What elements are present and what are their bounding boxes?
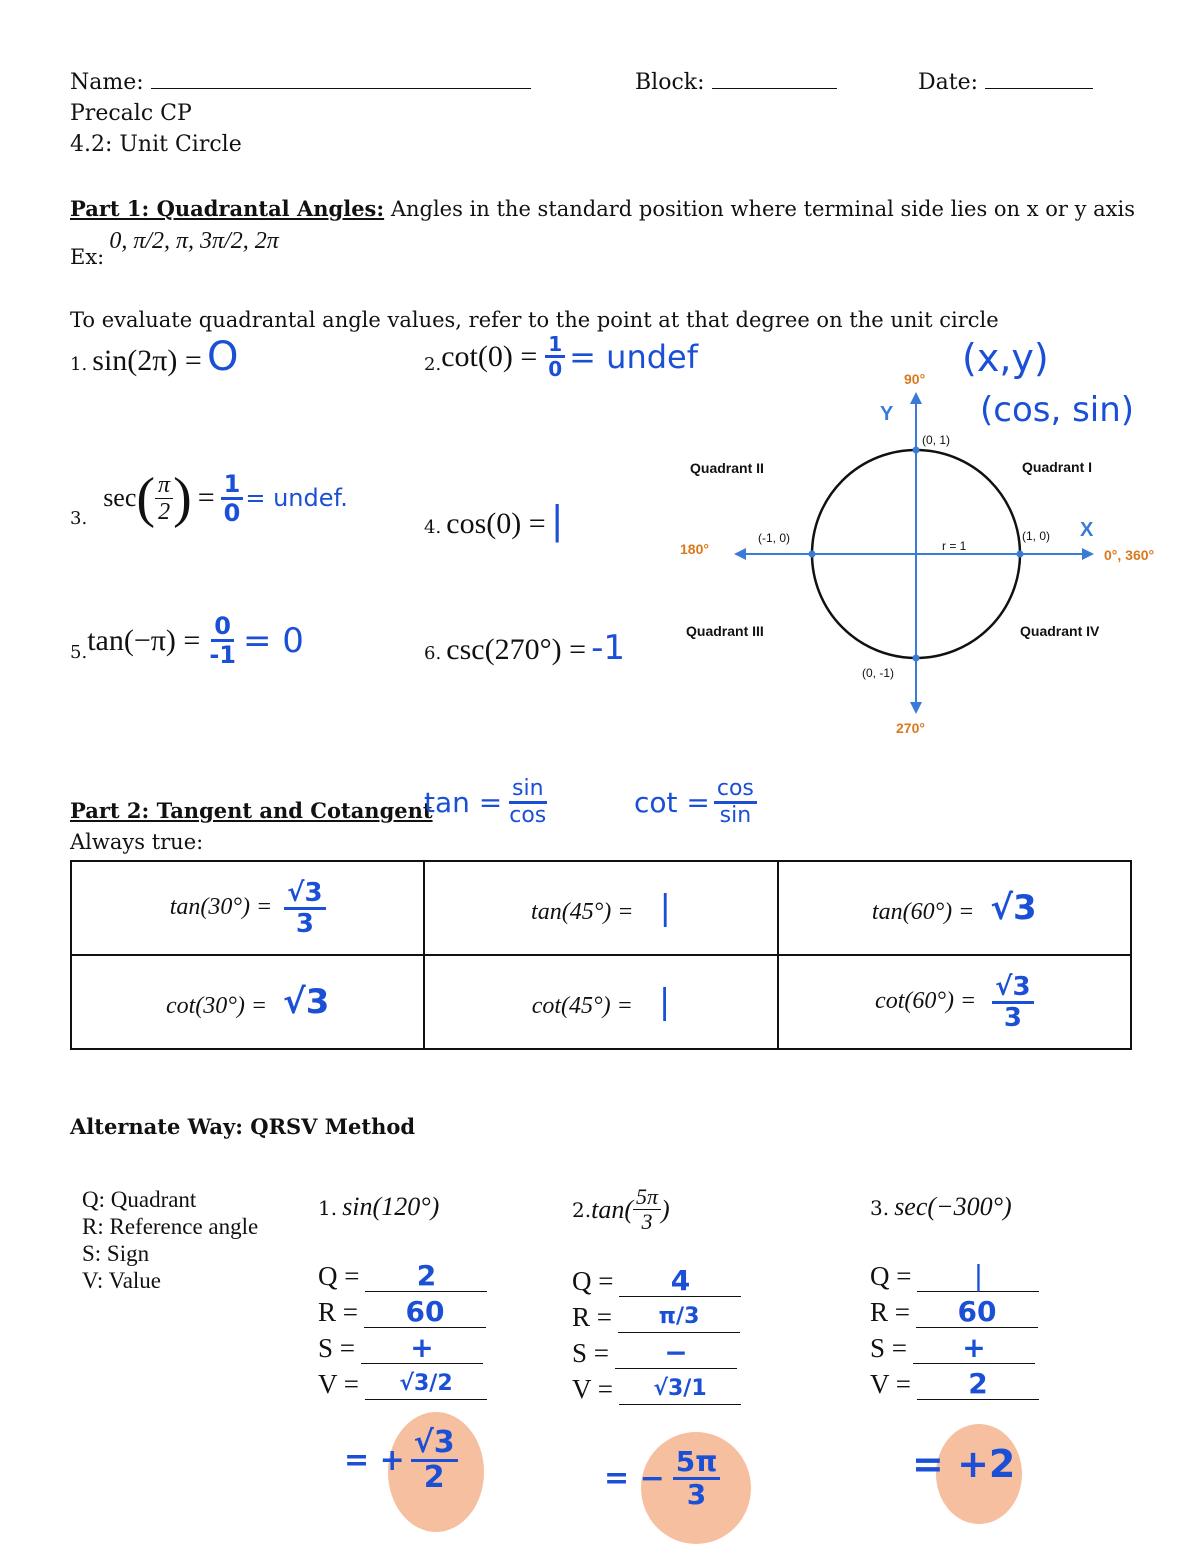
alternate-title: Alternate Way: QRSV Method [70, 1114, 416, 1139]
point-right [1017, 551, 1024, 558]
qrsv-problem-2 [572, 1186, 741, 1405]
r-answer: π/3 [618, 1302, 740, 1333]
s-answer: + [361, 1333, 483, 1364]
answer-fraction [545, 334, 565, 379]
problem-expr: cos(0) = [446, 507, 546, 540]
s-line [572, 1333, 741, 1369]
s-answer: + [913, 1333, 1035, 1364]
cell-answer: | [659, 888, 671, 928]
answer-den: 0 [223, 498, 241, 527]
answer-tail: = undef [569, 337, 698, 376]
label-180: 180° [680, 541, 709, 557]
v-label: V = [572, 1374, 613, 1404]
s-line [318, 1328, 487, 1364]
date-label: Date: [918, 70, 979, 95]
cell-answer-den: 3 [295, 908, 314, 939]
r-label: R = [318, 1297, 358, 1327]
q-label: Q = [572, 1266, 614, 1296]
annotation-cossin: (cos, sin) [980, 390, 1135, 430]
part1-title: Part 1: Quadrantal Angles: [70, 196, 385, 221]
legend-item: V: Value [82, 1268, 161, 1293]
cell-answer: | [658, 982, 671, 1022]
problem-expr-func: tan( [591, 1194, 633, 1224]
name-row [70, 70, 531, 95]
problem-number: 4. [424, 517, 442, 538]
part1-instruction: To evaluate quadrantal angle values, refer to the point at that degree on the unit circle [70, 308, 999, 332]
problem-number: 2. [424, 354, 442, 375]
lesson-title: 4.2: Unit Circle [70, 132, 242, 157]
cell-expr: cot(45°) = [531, 993, 633, 1019]
point-bottom [913, 655, 920, 662]
s-line [870, 1328, 1039, 1364]
r-label: R = [572, 1302, 612, 1332]
answer-tail: = 0 [242, 620, 304, 661]
cot-identity-den: sin [719, 803, 752, 828]
r-answer: 60 [364, 1297, 486, 1328]
cell-answer: √3 [990, 888, 1037, 928]
s-label: S = [870, 1333, 907, 1363]
cot-identity-lhs: cot = [634, 786, 710, 819]
q-answer: | [917, 1261, 1039, 1292]
tan-cot-table [70, 860, 1132, 1050]
cell-answer-num: √3 [284, 880, 325, 910]
qrsv-problem-1 [318, 1192, 487, 1400]
unit-circle-diagram [670, 360, 1190, 750]
answer-tail: = undef. [245, 484, 348, 512]
q-line [870, 1256, 1039, 1292]
cot-identity-num: cos [714, 778, 757, 804]
legend-item: R: Reference angle [82, 1214, 259, 1239]
cell-answer: √3 [283, 982, 330, 1022]
table-cell [424, 955, 777, 1049]
v-answer: 2 [917, 1369, 1039, 1400]
problem-number: 3. [870, 1196, 890, 1220]
expr-den: 2 [158, 498, 171, 525]
label-axis-y: Y [880, 403, 894, 425]
v-line [572, 1369, 741, 1405]
problem-expr: sin(120°) [342, 1192, 440, 1221]
answer-num: 0 [211, 614, 234, 642]
problem-expr: cot(0) = [441, 339, 538, 373]
point-left [809, 551, 816, 558]
cell-answer-num: √3 [992, 974, 1033, 1004]
result-num: 5π [673, 1448, 721, 1480]
problem-expr: tan(−π) = [87, 623, 201, 657]
date-field[interactable] [985, 70, 1093, 89]
expr-fraction [155, 473, 173, 524]
result-num: √3 [411, 1428, 458, 1462]
cot-identity-fraction [714, 778, 757, 827]
problem-4 [424, 498, 564, 542]
equals-sign: = [197, 481, 215, 514]
part1-heading [70, 196, 1135, 221]
tan-identity-fraction [506, 778, 549, 827]
block-row [635, 70, 837, 95]
name-field[interactable] [151, 70, 531, 89]
part2-title: Part 2: Tangent and Cotangent [70, 798, 433, 823]
qrsv-problem-3 [870, 1192, 1039, 1400]
answer-handwritten: -1 [591, 628, 625, 668]
q-line [572, 1261, 741, 1297]
problem-number: 5. [70, 642, 88, 663]
problem-1 [70, 334, 238, 380]
result-den: 2 [423, 1460, 445, 1495]
cell-answer-den: 3 [1003, 1002, 1022, 1033]
annotation-xy: (x,y) [962, 336, 1049, 380]
problem-expr: sec(−300°) [894, 1192, 1012, 1221]
label-pt-top: (0, 1) [922, 433, 951, 447]
s-label: S = [572, 1338, 609, 1368]
result-den: 3 [686, 1478, 707, 1511]
s-label: S = [318, 1333, 355, 1363]
part1-desc: Angles in the standard position where terminal side lies on x or y axis [390, 197, 1136, 221]
result-fraction [673, 1445, 721, 1511]
qrsv-result-1 [344, 1425, 458, 1495]
q-answer: 4 [619, 1266, 741, 1297]
problem-expr: csc(270°) = [446, 633, 586, 666]
answer-fraction [221, 469, 244, 527]
label-pt-left: (-1, 0) [758, 531, 791, 545]
tan-identity-den: cos [509, 803, 547, 828]
label-q2: Quadrant II [690, 460, 764, 476]
name-label: Name: [70, 70, 144, 95]
problem-expr: sin(2π) = [92, 344, 202, 377]
problem-number: 1. [70, 354, 88, 375]
cell-expr: tan(60°) = [871, 899, 975, 925]
qrsv-legend [82, 1186, 258, 1294]
r-label: R = [870, 1297, 910, 1327]
problem-number: 6. [424, 643, 442, 664]
problem-3 [70, 466, 348, 530]
problem-number: 2. [572, 1197, 592, 1222]
answer-den: -1 [209, 641, 236, 669]
expr-fraction [633, 1186, 661, 1233]
table-cell [71, 955, 424, 1049]
tan-identity-note [424, 778, 549, 827]
label-axis-x: X [1080, 519, 1094, 541]
v-line [870, 1364, 1039, 1400]
point-top [913, 447, 920, 454]
v-answer: √3/1 [619, 1374, 741, 1405]
label-270: 270° [896, 720, 925, 736]
cell-expr: cot(30°) = [165, 993, 268, 1019]
v-label: V = [870, 1369, 911, 1399]
answer-num: 1 [545, 334, 565, 358]
cot-identity-note [634, 778, 757, 827]
table-row [71, 955, 1131, 1049]
cell-expr: tan(45°) = [531, 899, 634, 925]
answer-handwritten: | [550, 498, 564, 542]
example-values: 0, π/2, π, 3π/2, 2π [109, 228, 279, 254]
answer-den: 0 [548, 357, 563, 381]
part1-example [70, 228, 279, 269]
q-label: Q = [870, 1261, 912, 1291]
q-answer: 2 [365, 1261, 487, 1292]
label-pt-bottom: (0, -1) [862, 666, 895, 680]
expr-num: 5π [633, 1186, 661, 1210]
legend-item: Q: Quadrant [82, 1187, 197, 1212]
paren-right: ) [661, 1194, 670, 1224]
paren-right: ) [173, 467, 192, 529]
cell-expr: tan(30°) = [169, 893, 273, 920]
cell-answer-fraction [992, 971, 1033, 1033]
label-pt-right: (1, 0) [1022, 529, 1051, 543]
result-prefix: = − [604, 1461, 665, 1496]
r-line [572, 1297, 741, 1333]
answer-num: 1 [221, 472, 244, 500]
example-label: Ex: [70, 245, 105, 269]
r-line [318, 1292, 487, 1328]
expr-num: π [155, 473, 173, 499]
part2-subtitle: Always true: [70, 830, 204, 854]
problem-2 [424, 334, 698, 379]
cell-expr: cot(60°) = [875, 987, 977, 1014]
paren-left: ( [136, 467, 156, 529]
qrsv-result-3: = +2 [912, 1442, 1016, 1486]
table-cell [424, 861, 777, 955]
s-answer: − [615, 1338, 737, 1369]
problem-5 [70, 614, 304, 667]
table-cell [71, 861, 424, 955]
label-q4: Quadrant IV [1020, 623, 1100, 639]
problem-number: 3. [70, 507, 88, 529]
result-fraction [411, 1425, 458, 1495]
result-prefix: = + [344, 1443, 405, 1478]
v-label: V = [318, 1369, 359, 1399]
answer-fraction [206, 614, 239, 667]
expr-den: 3 [641, 1209, 653, 1234]
q-label: Q = [318, 1261, 360, 1291]
problem-6 [424, 628, 625, 668]
problem-expr-func: sec [103, 483, 137, 512]
tan-identity-num: sin [509, 778, 547, 804]
table-row [71, 861, 1131, 955]
table-cell [778, 861, 1131, 955]
course-title: Precalc CP [70, 101, 192, 126]
tan-identity-lhs: tan = [424, 786, 503, 819]
table-cell [778, 955, 1131, 1049]
label-radius: r = 1 [942, 539, 967, 553]
problem-number: 1. [318, 1196, 338, 1220]
answer-handwritten: O [206, 334, 239, 380]
label-0-360: 0°, 360° [1104, 547, 1155, 563]
v-answer: √3/2 [365, 1369, 487, 1400]
label-90: 90° [904, 371, 926, 387]
label-q3: Quadrant III [686, 623, 764, 639]
qrsv-result-2 [604, 1445, 720, 1511]
date-row [918, 70, 1093, 95]
legend-item: S: Sign [82, 1241, 150, 1266]
cell-answer-fraction [284, 877, 325, 939]
q-line [318, 1256, 487, 1292]
r-line [870, 1292, 1039, 1328]
label-q1: Quadrant I [1022, 459, 1093, 475]
block-label: Block: [635, 70, 705, 95]
v-line [318, 1364, 487, 1400]
block-field[interactable] [712, 70, 837, 89]
r-answer: 60 [916, 1297, 1038, 1328]
